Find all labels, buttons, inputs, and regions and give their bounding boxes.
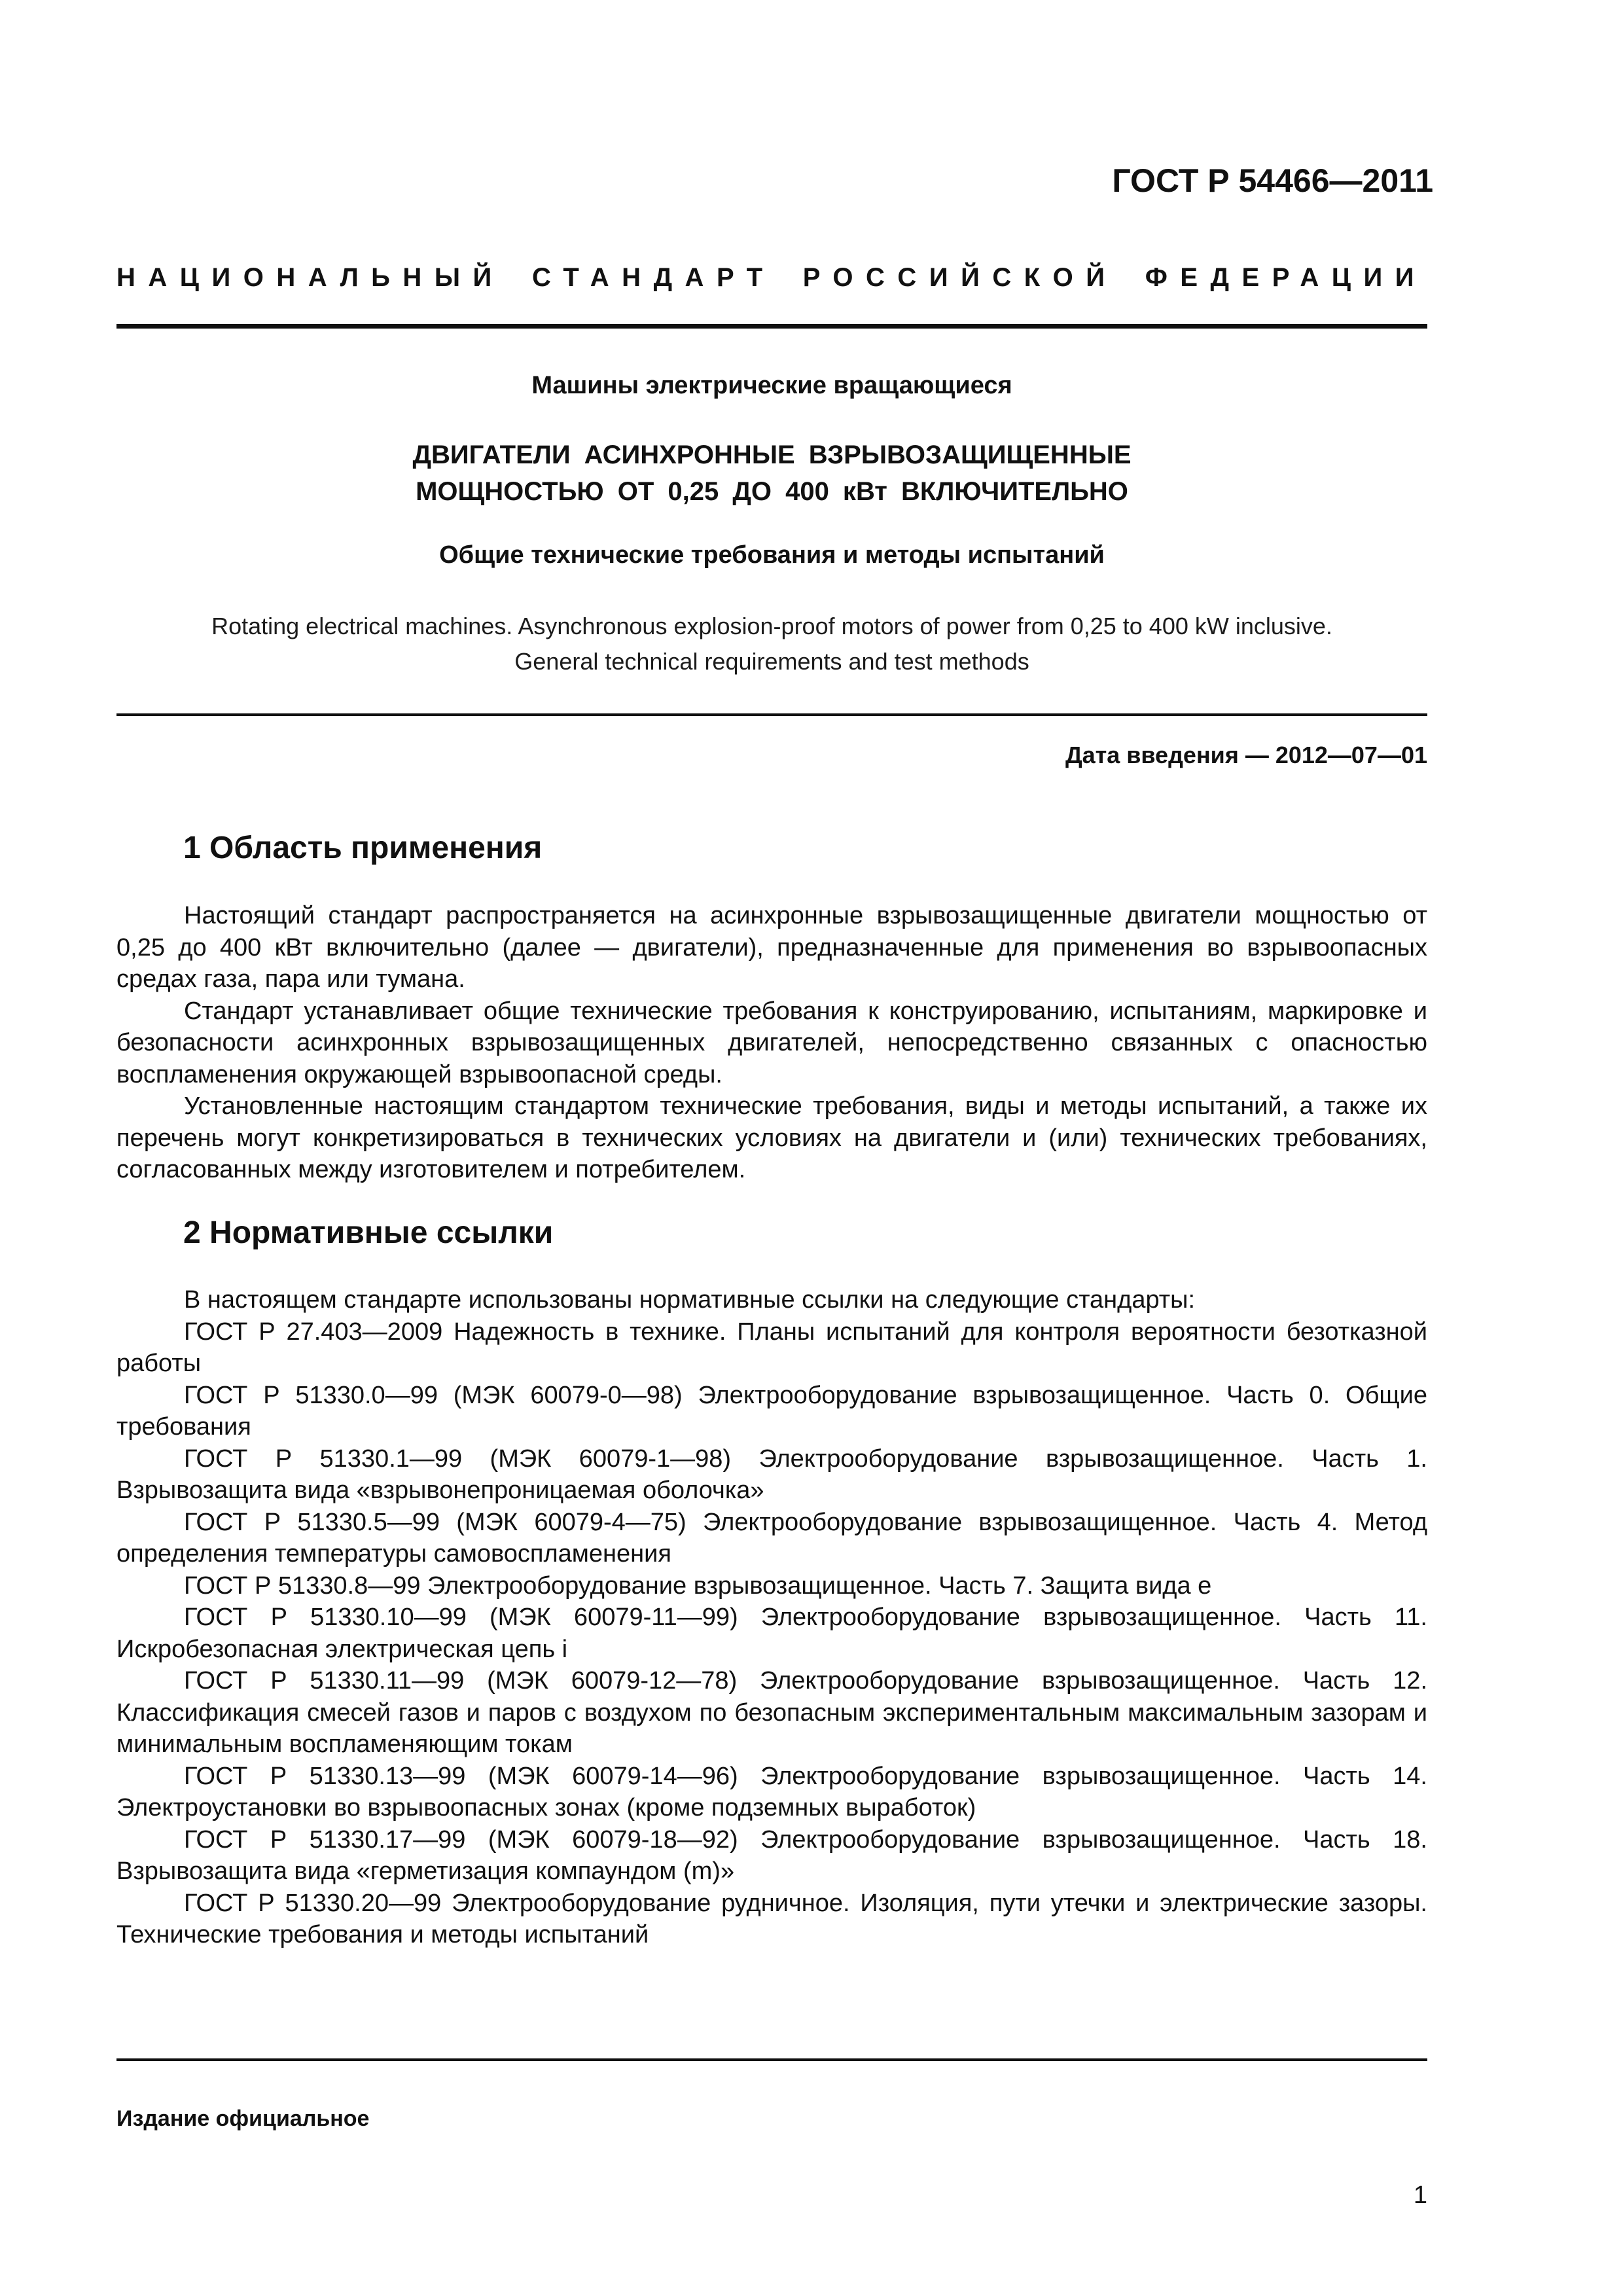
section-1-body (116, 900, 1427, 1186)
title-subtitle-secondary: Общие технические требования и методы испытаний (439, 541, 1105, 569)
reference-item: ГОСТ Р 51330.8—99 Электрооборудование взрывозащищенное. Часть 7. Защита вида е (184, 1571, 1212, 1600)
section-2-body (116, 1284, 1427, 1951)
title-divider (116, 713, 1427, 716)
english-title (116, 609, 1427, 679)
page-number: 1 (1413, 2181, 1427, 2209)
header-word: ФЕДЕРАЦИИ (1145, 263, 1427, 292)
reference-item: ГОСТ Р 51330.1—99 (МЭК 60079-1—98) Электрооборудование взрывозащищенное. Часть 1. Взрывозащита вида «взрывонепроницаемая оболочка» (116, 1444, 1427, 1504)
national-standard-header (116, 263, 1427, 293)
section-2-heading: 2 Нормативные ссылки (183, 1215, 554, 1250)
footer-divider (116, 2058, 1427, 2061)
title-subtitle: Машины электрические вращающиеся (531, 372, 1012, 399)
english-title-line: Rotating electrical machines. Asynchronous explosion-proof motors of power from 0,25 to 400 kW inclusive. (211, 613, 1332, 639)
introduction-date: Дата введения — 2012—07—01 (1065, 742, 1427, 768)
paragraph: Стандарт устанавливает общие технические требования к конструированию, испытаниям, маркировке и безопасности асинхронных взрывозащищенных двигателей, непосредственно связанных с опасностью воспламенения окружающей взрывоопасной среды. (116, 997, 1427, 1088)
standard-number: ГОСТ Р 54466—2011 (1112, 162, 1433, 199)
reference-item: ГОСТ Р 51330.0—99 (МЭК 60079-0—98) Электрооборудование взрывозащищенное. Часть 0. Общие требования (116, 1381, 1427, 1441)
header-word: НАЦИОНАЛЬНЫЙ (116, 263, 505, 292)
edition-label: Издание официальное (116, 2106, 370, 2131)
paragraph: Установленные настоящим стандартом технические требования, виды и методы испытаний, а также их перечень могут конкретизироваться в технических условиях на двигатели и (или) технических требованиях, согласованных между изготовителем и потребителем. (116, 1092, 1427, 1183)
reference-item: ГОСТ Р 27.403—2009 Надежность в технике. Планы испытаний для контроля вероятности безотказной работы (116, 1318, 1427, 1377)
english-title-line: General technical requirements and test methods (514, 648, 1029, 675)
paragraph: В настоящем стандарте использованы нормативные ссылки на следующие стандарты: (184, 1286, 1196, 1314)
main-title (116, 437, 1427, 510)
reference-item: ГОСТ Р 51330.10—99 (МЭК 60079-11—99) Электрооборудование взрывозащищенное. Часть 11. Искробезопасная электрическая цепь i (116, 1604, 1427, 1663)
reference-item: ГОСТ Р 51330.20—99 Электрооборудование рудничное. Изоляция, пути утечки и электрические зазоры. Технические требования и методы испытаний (116, 1889, 1427, 1948)
reference-item: ГОСТ Р 51330.17—99 (МЭК 60079-18—92) Электрооборудование взрывозащищенное. Часть 18. Взрывозащита вида «герметизация компаундом (m)» (116, 1825, 1427, 1885)
main-title-line: МОЩНОСТЬЮ ОТ 0,25 ДО 400 кВт ВКЛЮЧИТЕЛЬНО (416, 477, 1128, 506)
paragraph: Настоящий стандарт распространяется на асинхронные взрывозащищенные двигатели мощностью от 0,25 до 400 кВт включительно (далее — двигатели), предназначенные для применения во взрывоопасных средах газа, пара или тумана. (116, 902, 1427, 993)
reference-item: ГОСТ Р 51330.5—99 (МЭК 60079-4—75) Электрооборудование взрывозащищенное. Часть 4. Метод определения температуры самовоспламенения (116, 1508, 1427, 1568)
header-divider (116, 324, 1427, 329)
main-title-line: ДВИГАТЕЛИ АСИНХРОННЫЕ ВЗРЫВОЗАЩИЩЕННЫЕ (412, 440, 1132, 469)
reference-item: ГОСТ Р 51330.13—99 (МЭК 60079-14—96) Электрооборудование взрывозащищенное. Часть 14. Электроустановки во взрывоопасных зонах (кроме подземных выработок) (116, 1762, 1427, 1821)
header-word: РОССИЙСКОЙ (802, 263, 1118, 292)
section-1-heading: 1 Область применения (183, 831, 543, 865)
reference-item: ГОСТ Р 51330.11—99 (МЭК 60079-12—78) Электрооборудование взрывозащищенное. Часть 12. Классификация смесей газов и паров с воздухом по безопасным экспериментальным максимальным зазорам и минимальным воспламеняющим токам (116, 1667, 1427, 1758)
header-word: СТАНДАРТ (531, 263, 776, 292)
